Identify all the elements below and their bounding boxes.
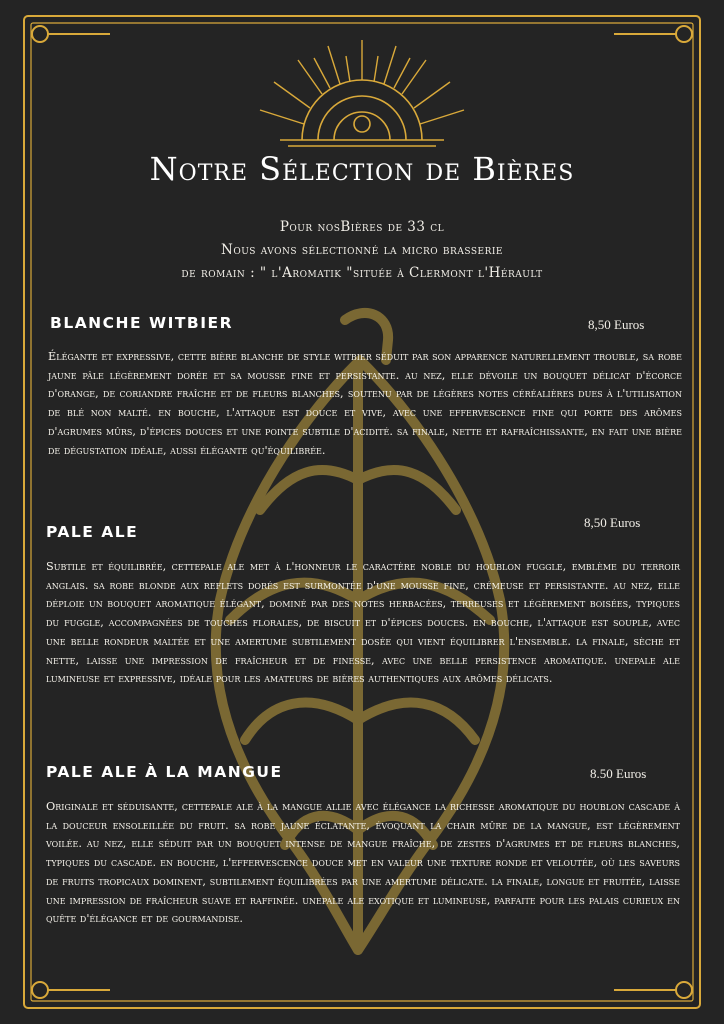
beer-description-blanche-witbier: Élégante et expressive, cette bière blanche de style witbier séduit par son apparence naturellement trouble, sa robe jaune pâle légèrement dorée et sa mousse fine et persistante. au nez, elle dévoile un bouquet délicat d'écorce d'orange, de coriandre fraîche et de fleurs blanches, soutenu par de légères notes céréalières dues à l'utilisation de blé non malté. en bouche, l'attaque est douce et vive, avec une effervescence fine qui porte des arômes d'agrumes mûrs, d'épices douces et une pointe subtile d'acidité. sa finale, nette et rafraîchissante, en fait une bière de dégustation idéale, aussi élégante qu'équilibrée. xyxy=(48,350,683,457)
beer-name-pale-ale: PALE ALE xyxy=(46,523,139,541)
beer-price-pale-ale-mangue: 8.50 Euros xyxy=(590,766,647,781)
beer-price-blanche-witbier: 8,50 Euros xyxy=(588,317,645,332)
beer-description-pale-ale: Subtile et équilibrée, cettepale ale met à l'honneur le caractère noble du houblon fuggle, emblème du terroir anglais. sa robe blonde aux reflets dorés est surmontée d'une mousse fine, crémeuse et persistante. au nez, elle déploie un bouquet aromatique élégant, dominé par des notes herbacées, terreuses et légèrement boisées, typiques du fuggle, accompagnées de touches florales, de biscuit et d'épices douces. en bouche, l'attaque est souple, avec une belle rondeur maltée et une amertume subtilement dosée qui vient équilibrer l'ensemble. la finale, sèche et nette, laisse une impression de fraîcheur et de finesse, avec une belle persistence aromatique. unepale ale lumineuse et expressive, idéale pour les amateurs de bières authentiques aux arômes délicats. xyxy=(46,560,680,686)
intro-line-3: de romain : " l'Aromatik "située à Clermont l'Hérault xyxy=(181,265,543,281)
beer-name-pale-ale-mangue: PALE ALE À LA MANGUE xyxy=(46,763,283,781)
beer-description-pale-ale-mangue: Originale et séduisante, cettepale ale à la mangue allie avec élégance la richesse aromatique du houblon cascade à la douceur ensoleillée du fruit. sa robe jaune éclatante, évoquant la chair mûre de la mangue, est légèrement voilée. au nez, elle séduit par un bouquet intense de mangue fraîche, de zestes d'agrumes et de fleurs blanches, typiques du cascade. en bouche, l'effervescence douce met en valeur une texture ronde et veloutée, où les saveurs de fruits tropicaux dominent, subtilement équilibrées par une amertume délicate. la finale, longue et fruitée, laisse une impression de fraîcheur suave et raffinée. unepale ale exotique et lumineuse, parfaite pour les palais curieux en quête d'élégance et de gourmandise. xyxy=(46,800,680,926)
intro-text xyxy=(0,216,724,285)
beer-name-blanche-witbier: BLANCHE WITBIER xyxy=(50,314,234,332)
intro-line-1: Pour nosBières de 33 cl xyxy=(279,219,445,235)
intro-line-2: Nous avons sélectionné la micro brasserie xyxy=(221,242,503,258)
page-title: Notre Sélection de Bières xyxy=(149,150,575,188)
sunburst-ornament xyxy=(240,40,484,152)
beer-price-pale-ale: 8,50 Euros xyxy=(584,515,641,530)
